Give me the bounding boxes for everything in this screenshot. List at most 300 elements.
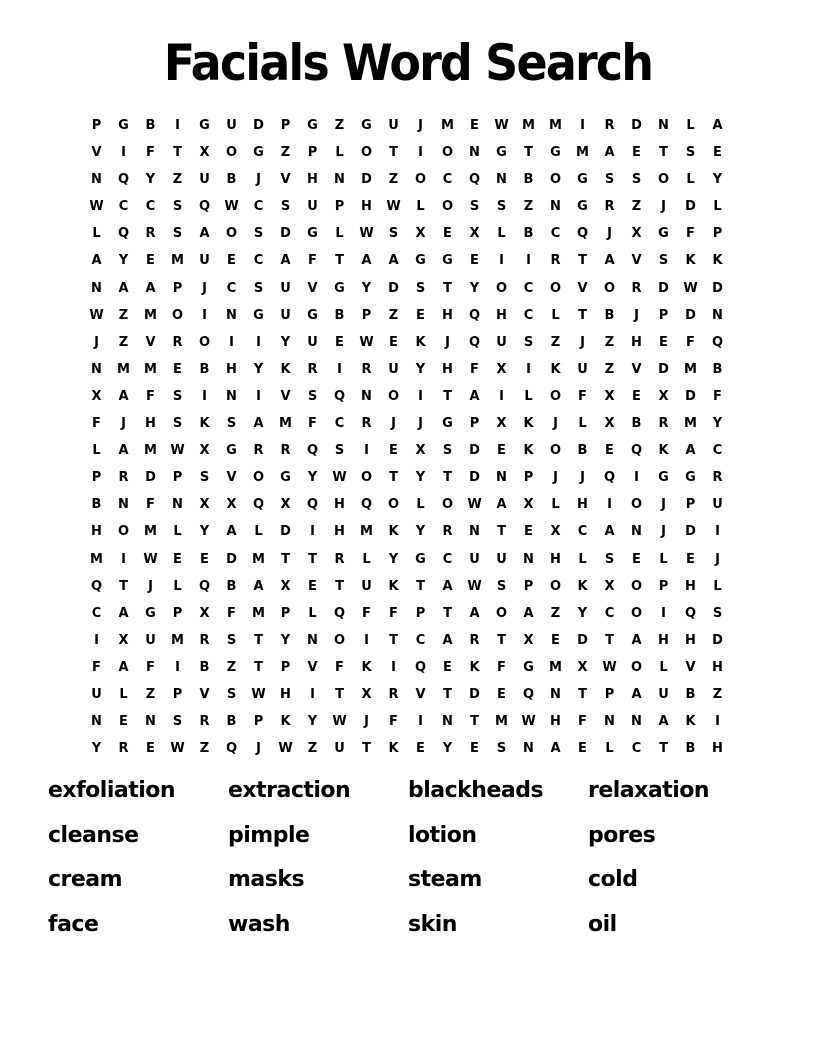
- grid-letter[interactable]: L: [659, 659, 668, 675]
- grid-letter[interactable]: S: [334, 443, 345, 459]
- grid-letter[interactable]: Q: [198, 578, 211, 594]
- grid-letter[interactable]: Q: [252, 497, 265, 513]
- grid-letter[interactable]: E: [632, 388, 641, 404]
- grid-letter[interactable]: S: [523, 334, 534, 350]
- grid-letter[interactable]: T: [389, 470, 398, 486]
- grid-letter[interactable]: R: [442, 524, 453, 540]
- grid-letter[interactable]: I: [715, 714, 720, 730]
- grid-letter[interactable]: I: [121, 145, 126, 161]
- grid-letter[interactable]: D: [658, 361, 669, 377]
- grid-letter[interactable]: Q: [468, 172, 481, 188]
- grid-letter[interactable]: E: [119, 714, 128, 730]
- grid-letter[interactable]: N: [118, 497, 129, 513]
- grid-letter[interactable]: I: [94, 632, 99, 648]
- grid-letter[interactable]: V: [577, 280, 588, 296]
- grid-letter[interactable]: O: [630, 497, 643, 513]
- grid-letter[interactable]: S: [388, 226, 399, 242]
- grid-letter[interactable]: E: [632, 551, 641, 567]
- grid-letter[interactable]: T: [443, 686, 452, 702]
- grid-letter[interactable]: A: [442, 632, 453, 648]
- grid-letter[interactable]: U: [280, 307, 291, 323]
- grid-letter[interactable]: C: [118, 199, 129, 215]
- grid-letter[interactable]: J: [202, 280, 207, 296]
- grid-letter[interactable]: S: [226, 686, 237, 702]
- grid-letter[interactable]: Q: [225, 741, 238, 757]
- grid-letter[interactable]: N: [307, 632, 318, 648]
- grid-letter[interactable]: Q: [360, 497, 373, 513]
- grid-letter[interactable]: R: [658, 416, 669, 432]
- grid-letter[interactable]: G: [307, 226, 318, 242]
- grid-letter[interactable]: Y: [361, 280, 372, 296]
- grid-letter[interactable]: T: [281, 551, 290, 567]
- grid-letter[interactable]: O: [630, 578, 643, 594]
- grid-letter[interactable]: M: [144, 443, 157, 459]
- grid-letter[interactable]: D: [253, 118, 264, 133]
- grid-letter[interactable]: J: [580, 334, 585, 350]
- grid-letter[interactable]: T: [416, 578, 425, 594]
- grid-letter[interactable]: V: [280, 172, 291, 188]
- grid-letter[interactable]: T: [443, 280, 452, 296]
- grid-letter[interactable]: X: [118, 632, 129, 648]
- grid-letter[interactable]: H: [442, 307, 453, 323]
- grid-letter[interactable]: U: [91, 686, 102, 702]
- grid-letter[interactable]: R: [253, 443, 264, 459]
- grid-letter[interactable]: H: [712, 741, 723, 757]
- grid-letter[interactable]: J: [364, 714, 369, 730]
- grid-letter[interactable]: Z: [118, 307, 129, 323]
- grid-letter[interactable]: W: [89, 199, 104, 215]
- grid-letter[interactable]: B: [334, 307, 345, 323]
- grid-letter[interactable]: O: [495, 605, 508, 621]
- grid-letter[interactable]: D: [226, 551, 237, 567]
- grid-letter[interactable]: E: [173, 551, 182, 567]
- grid-letter[interactable]: L: [92, 443, 101, 459]
- grid-letter[interactable]: B: [145, 118, 156, 133]
- grid-letter[interactable]: O: [495, 280, 508, 296]
- grid-letter[interactable]: Z: [388, 172, 399, 188]
- grid-letter[interactable]: Y: [253, 361, 264, 377]
- grid-letter[interactable]: S: [172, 226, 183, 242]
- grid-letter[interactable]: S: [226, 632, 237, 648]
- grid-letter[interactable]: F: [470, 361, 479, 377]
- grid-letter[interactable]: S: [253, 280, 264, 296]
- grid-letter[interactable]: Y: [307, 470, 318, 486]
- grid-letter[interactable]: E: [524, 524, 533, 540]
- grid-letter[interactable]: A: [361, 253, 372, 269]
- grid-letter[interactable]: H: [226, 361, 237, 377]
- grid-letter[interactable]: G: [307, 307, 318, 323]
- grid-letter[interactable]: T: [659, 145, 668, 161]
- grid-letter[interactable]: B: [712, 361, 723, 377]
- grid-letter[interactable]: J: [148, 578, 153, 594]
- grid-letter[interactable]: W: [467, 578, 482, 594]
- grid-letter[interactable]: C: [577, 524, 588, 540]
- grid-letter[interactable]: K: [550, 361, 561, 377]
- grid-letter[interactable]: I: [418, 714, 423, 730]
- grid-letter[interactable]: X: [91, 388, 102, 404]
- grid-letter[interactable]: X: [361, 686, 372, 702]
- grid-letter[interactable]: N: [334, 172, 345, 188]
- grid-letter[interactable]: J: [634, 307, 639, 323]
- grid-letter[interactable]: U: [199, 172, 210, 188]
- grid-letter[interactable]: F: [389, 714, 398, 730]
- grid-letter[interactable]: Z: [280, 145, 291, 161]
- grid-letter[interactable]: E: [416, 741, 425, 757]
- grid-letter[interactable]: X: [604, 388, 615, 404]
- grid-letter[interactable]: B: [226, 714, 237, 730]
- grid-letter[interactable]: I: [121, 551, 126, 567]
- grid-letter[interactable]: L: [605, 741, 614, 757]
- grid-letter[interactable]: Y: [118, 253, 129, 269]
- grid-letter[interactable]: Z: [631, 199, 642, 215]
- grid-letter[interactable]: X: [226, 497, 237, 513]
- grid-letter[interactable]: U: [145, 632, 156, 648]
- grid-letter[interactable]: N: [631, 524, 642, 540]
- grid-letter[interactable]: T: [497, 632, 506, 648]
- grid-letter[interactable]: I: [580, 118, 585, 133]
- grid-letter[interactable]: S: [496, 741, 507, 757]
- grid-letter[interactable]: B: [226, 578, 237, 594]
- grid-letter[interactable]: I: [256, 334, 261, 350]
- grid-letter[interactable]: S: [604, 172, 615, 188]
- grid-letter[interactable]: R: [199, 714, 210, 730]
- grid-letter[interactable]: Y: [199, 524, 210, 540]
- grid-letter[interactable]: S: [172, 416, 183, 432]
- grid-letter[interactable]: Q: [576, 226, 589, 242]
- grid-letter[interactable]: F: [92, 659, 101, 675]
- grid-letter[interactable]: P: [280, 118, 291, 133]
- grid-letter[interactable]: A: [91, 253, 102, 269]
- grid-letter[interactable]: G: [685, 470, 696, 486]
- grid-letter[interactable]: Y: [577, 605, 588, 621]
- grid-letter[interactable]: J: [661, 199, 666, 215]
- grid-letter[interactable]: Z: [334, 118, 345, 133]
- grid-letter[interactable]: O: [360, 145, 373, 161]
- grid-letter[interactable]: F: [227, 605, 236, 621]
- grid-letter[interactable]: I: [499, 388, 504, 404]
- grid-letter[interactable]: I: [310, 686, 315, 702]
- grid-letter[interactable]: E: [173, 361, 182, 377]
- grid-letter[interactable]: R: [145, 226, 156, 242]
- grid-letter[interactable]: M: [252, 605, 265, 621]
- grid-letter[interactable]: A: [496, 497, 507, 513]
- grid-letter[interactable]: H: [631, 334, 642, 350]
- grid-letter[interactable]: Z: [118, 334, 129, 350]
- grid-letter[interactable]: J: [418, 118, 423, 133]
- grid-letter[interactable]: E: [227, 253, 236, 269]
- grid-letter[interactable]: M: [171, 632, 184, 648]
- grid-letter[interactable]: L: [659, 551, 668, 567]
- grid-letter[interactable]: T: [389, 632, 398, 648]
- grid-letter[interactable]: P: [415, 605, 426, 621]
- grid-letter[interactable]: R: [199, 632, 210, 648]
- grid-letter[interactable]: U: [226, 118, 237, 133]
- grid-letter[interactable]: L: [362, 551, 371, 567]
- grid-letter[interactable]: E: [308, 578, 317, 594]
- grid-letter[interactable]: C: [145, 199, 156, 215]
- grid-letter[interactable]: F: [497, 659, 506, 675]
- grid-letter[interactable]: Z: [604, 334, 615, 350]
- grid-letter[interactable]: Q: [333, 388, 346, 404]
- grid-letter[interactable]: A: [118, 388, 129, 404]
- grid-letter[interactable]: H: [685, 578, 696, 594]
- grid-letter[interactable]: I: [256, 388, 261, 404]
- grid-letter[interactable]: K: [469, 659, 480, 675]
- grid-letter[interactable]: X: [199, 497, 210, 513]
- grid-letter[interactable]: Q: [711, 334, 724, 350]
- grid-letter[interactable]: T: [254, 632, 263, 648]
- grid-letter[interactable]: Y: [280, 334, 291, 350]
- grid-letter[interactable]: O: [360, 470, 373, 486]
- grid-letter[interactable]: M: [684, 361, 697, 377]
- grid-letter[interactable]: O: [387, 388, 400, 404]
- grid-letter[interactable]: K: [199, 416, 210, 432]
- grid-letter[interactable]: Y: [145, 172, 156, 188]
- grid-letter[interactable]: P: [280, 605, 291, 621]
- grid-letter[interactable]: Y: [415, 361, 426, 377]
- grid-letter[interactable]: P: [253, 714, 264, 730]
- grid-letter[interactable]: T: [497, 524, 506, 540]
- grid-letter[interactable]: N: [469, 524, 480, 540]
- grid-letter[interactable]: N: [523, 551, 534, 567]
- grid-letter[interactable]: Y: [415, 524, 426, 540]
- grid-letter[interactable]: L: [578, 551, 587, 567]
- grid-letter[interactable]: O: [441, 199, 454, 215]
- grid-letter[interactable]: B: [604, 307, 615, 323]
- grid-letter[interactable]: D: [685, 524, 696, 540]
- grid-letter[interactable]: F: [578, 388, 587, 404]
- grid-letter[interactable]: N: [172, 497, 183, 513]
- grid-letter[interactable]: B: [91, 497, 102, 513]
- grid-letter[interactable]: T: [659, 741, 668, 757]
- grid-letter[interactable]: K: [685, 714, 696, 730]
- grid-letter[interactable]: R: [550, 253, 561, 269]
- grid-letter[interactable]: E: [443, 659, 452, 675]
- grid-letter[interactable]: B: [685, 686, 696, 702]
- grid-letter[interactable]: E: [389, 334, 398, 350]
- grid-letter[interactable]: P: [361, 307, 372, 323]
- grid-letter[interactable]: D: [685, 199, 696, 215]
- grid-letter[interactable]: M: [144, 524, 157, 540]
- grid-letter[interactable]: X: [523, 632, 534, 648]
- grid-letter[interactable]: J: [445, 334, 450, 350]
- grid-letter[interactable]: M: [171, 253, 184, 269]
- grid-letter[interactable]: P: [91, 470, 102, 486]
- grid-letter[interactable]: S: [658, 253, 669, 269]
- grid-letter[interactable]: T: [254, 659, 263, 675]
- grid-letter[interactable]: H: [145, 416, 156, 432]
- grid-letter[interactable]: W: [224, 199, 239, 215]
- grid-letter[interactable]: M: [117, 361, 130, 377]
- grid-letter[interactable]: W: [278, 741, 293, 757]
- grid-letter[interactable]: H: [577, 497, 588, 513]
- grid-letter[interactable]: D: [145, 470, 156, 486]
- grid-letter[interactable]: B: [523, 226, 534, 242]
- grid-letter[interactable]: C: [604, 605, 615, 621]
- grid-letter[interactable]: M: [144, 361, 157, 377]
- grid-letter[interactable]: O: [171, 307, 184, 323]
- grid-letter[interactable]: N: [469, 145, 480, 161]
- grid-letter[interactable]: X: [631, 226, 642, 242]
- grid-letter[interactable]: U: [658, 686, 669, 702]
- grid-letter[interactable]: M: [144, 307, 157, 323]
- grid-letter[interactable]: T: [578, 307, 587, 323]
- grid-letter[interactable]: N: [496, 470, 507, 486]
- grid-letter[interactable]: H: [550, 714, 561, 730]
- grid-letter[interactable]: W: [251, 686, 266, 702]
- grid-letter[interactable]: J: [256, 172, 261, 188]
- grid-letter[interactable]: Y: [415, 470, 426, 486]
- grid-letter[interactable]: K: [388, 741, 399, 757]
- grid-letter[interactable]: I: [607, 497, 612, 513]
- grid-letter[interactable]: M: [684, 416, 697, 432]
- grid-letter[interactable]: E: [146, 741, 155, 757]
- grid-letter[interactable]: D: [631, 118, 642, 133]
- grid-letter[interactable]: H: [550, 551, 561, 567]
- grid-letter[interactable]: G: [253, 307, 264, 323]
- grid-letter[interactable]: R: [388, 686, 399, 702]
- grid-letter[interactable]: K: [280, 361, 291, 377]
- grid-letter[interactable]: H: [442, 361, 453, 377]
- grid-letter[interactable]: S: [280, 199, 291, 215]
- grid-letter[interactable]: Q: [117, 226, 130, 242]
- grid-letter[interactable]: G: [253, 145, 264, 161]
- grid-letter[interactable]: C: [415, 632, 426, 648]
- grid-letter[interactable]: R: [361, 416, 372, 432]
- grid-letter[interactable]: D: [469, 686, 480, 702]
- grid-letter[interactable]: W: [332, 470, 347, 486]
- grid-letter[interactable]: I: [391, 659, 396, 675]
- grid-letter[interactable]: H: [334, 524, 345, 540]
- grid-letter[interactable]: G: [415, 551, 426, 567]
- grid-letter[interactable]: D: [658, 280, 669, 296]
- grid-letter[interactable]: U: [307, 334, 318, 350]
- grid-letter[interactable]: U: [388, 361, 399, 377]
- grid-letter[interactable]: D: [712, 280, 723, 296]
- grid-letter[interactable]: N: [604, 714, 615, 730]
- grid-letter[interactable]: A: [118, 443, 129, 459]
- grid-letter[interactable]: T: [308, 551, 317, 567]
- grid-letter[interactable]: K: [523, 416, 534, 432]
- grid-letter[interactable]: G: [361, 118, 372, 133]
- grid-letter[interactable]: S: [172, 199, 183, 215]
- grid-letter[interactable]: A: [388, 253, 399, 269]
- grid-letter[interactable]: J: [715, 551, 720, 567]
- grid-letter[interactable]: Q: [306, 443, 319, 459]
- grid-letter[interactable]: A: [118, 659, 129, 675]
- grid-letter[interactable]: I: [202, 388, 207, 404]
- grid-letter[interactable]: P: [307, 145, 318, 161]
- grid-letter[interactable]: M: [495, 714, 508, 730]
- grid-letter[interactable]: N: [631, 714, 642, 730]
- grid-letter[interactable]: H: [280, 686, 291, 702]
- grid-letter[interactable]: K: [685, 253, 696, 269]
- grid-letter[interactable]: V: [199, 686, 210, 702]
- grid-letter[interactable]: F: [578, 714, 587, 730]
- grid-letter[interactable]: S: [496, 578, 507, 594]
- grid-letter[interactable]: G: [415, 253, 426, 269]
- grid-letter[interactable]: W: [170, 443, 185, 459]
- grid-letter[interactable]: A: [226, 524, 237, 540]
- grid-letter[interactable]: V: [631, 361, 642, 377]
- grid-letter[interactable]: X: [604, 416, 615, 432]
- grid-letter[interactable]: E: [551, 632, 560, 648]
- grid-letter[interactable]: Z: [145, 686, 156, 702]
- grid-letter[interactable]: W: [332, 714, 347, 730]
- grid-letter[interactable]: V: [415, 686, 426, 702]
- grid-letter[interactable]: E: [578, 741, 587, 757]
- grid-letter[interactable]: C: [442, 172, 453, 188]
- grid-letter[interactable]: U: [361, 578, 372, 594]
- grid-letter[interactable]: F: [713, 388, 722, 404]
- grid-letter[interactable]: S: [496, 199, 507, 215]
- grid-letter[interactable]: E: [497, 686, 506, 702]
- grid-letter[interactable]: M: [576, 145, 589, 161]
- grid-letter[interactable]: K: [415, 334, 426, 350]
- grid-letter[interactable]: T: [443, 605, 452, 621]
- grid-letter[interactable]: A: [199, 226, 210, 242]
- grid-letter[interactable]: Y: [388, 551, 399, 567]
- grid-letter[interactable]: X: [199, 145, 210, 161]
- grid-letter[interactable]: T: [335, 253, 344, 269]
- grid-letter[interactable]: A: [550, 741, 561, 757]
- grid-letter[interactable]: Z: [712, 686, 723, 702]
- grid-letter[interactable]: N: [91, 280, 102, 296]
- grid-letter[interactable]: I: [175, 118, 180, 133]
- grid-letter[interactable]: J: [607, 226, 612, 242]
- grid-letter[interactable]: F: [146, 388, 155, 404]
- grid-letter[interactable]: O: [630, 605, 643, 621]
- grid-letter[interactable]: Q: [306, 497, 319, 513]
- grid-letter[interactable]: P: [172, 470, 183, 486]
- grid-letter[interactable]: Z: [172, 172, 183, 188]
- grid-letter[interactable]: E: [605, 443, 614, 459]
- grid-letter[interactable]: T: [119, 578, 128, 594]
- grid-letter[interactable]: B: [199, 361, 210, 377]
- grid-letter[interactable]: X: [604, 578, 615, 594]
- grid-letter[interactable]: L: [551, 307, 560, 323]
- grid-letter[interactable]: B: [199, 659, 210, 675]
- grid-letter[interactable]: O: [549, 388, 562, 404]
- grid-letter[interactable]: X: [280, 497, 291, 513]
- grid-letter[interactable]: N: [226, 388, 237, 404]
- grid-letter[interactable]: K: [388, 578, 399, 594]
- grid-letter[interactable]: D: [469, 470, 480, 486]
- grid-letter[interactable]: S: [172, 388, 183, 404]
- grid-letter[interactable]: W: [521, 714, 536, 730]
- grid-letter[interactable]: R: [604, 199, 615, 215]
- grid-letter[interactable]: Z: [523, 199, 534, 215]
- grid-letter[interactable]: E: [470, 741, 479, 757]
- grid-letter[interactable]: Z: [199, 741, 210, 757]
- grid-letter[interactable]: G: [550, 145, 561, 161]
- grid-letter[interactable]: L: [92, 226, 101, 242]
- grid-letter[interactable]: L: [416, 199, 425, 215]
- grid-letter[interactable]: O: [549, 443, 562, 459]
- grid-letter[interactable]: T: [335, 686, 344, 702]
- grid-letter[interactable]: W: [494, 118, 509, 133]
- grid-letter[interactable]: P: [658, 307, 669, 323]
- grid-letter[interactable]: U: [199, 253, 210, 269]
- grid-letter[interactable]: P: [604, 686, 615, 702]
- grid-letter[interactable]: C: [253, 199, 264, 215]
- grid-letter[interactable]: O: [198, 334, 211, 350]
- grid-letter[interactable]: C: [334, 416, 345, 432]
- grid-letter[interactable]: A: [604, 145, 615, 161]
- grid-letter[interactable]: X: [199, 443, 210, 459]
- grid-letter[interactable]: V: [631, 253, 642, 269]
- grid-letter[interactable]: I: [229, 334, 234, 350]
